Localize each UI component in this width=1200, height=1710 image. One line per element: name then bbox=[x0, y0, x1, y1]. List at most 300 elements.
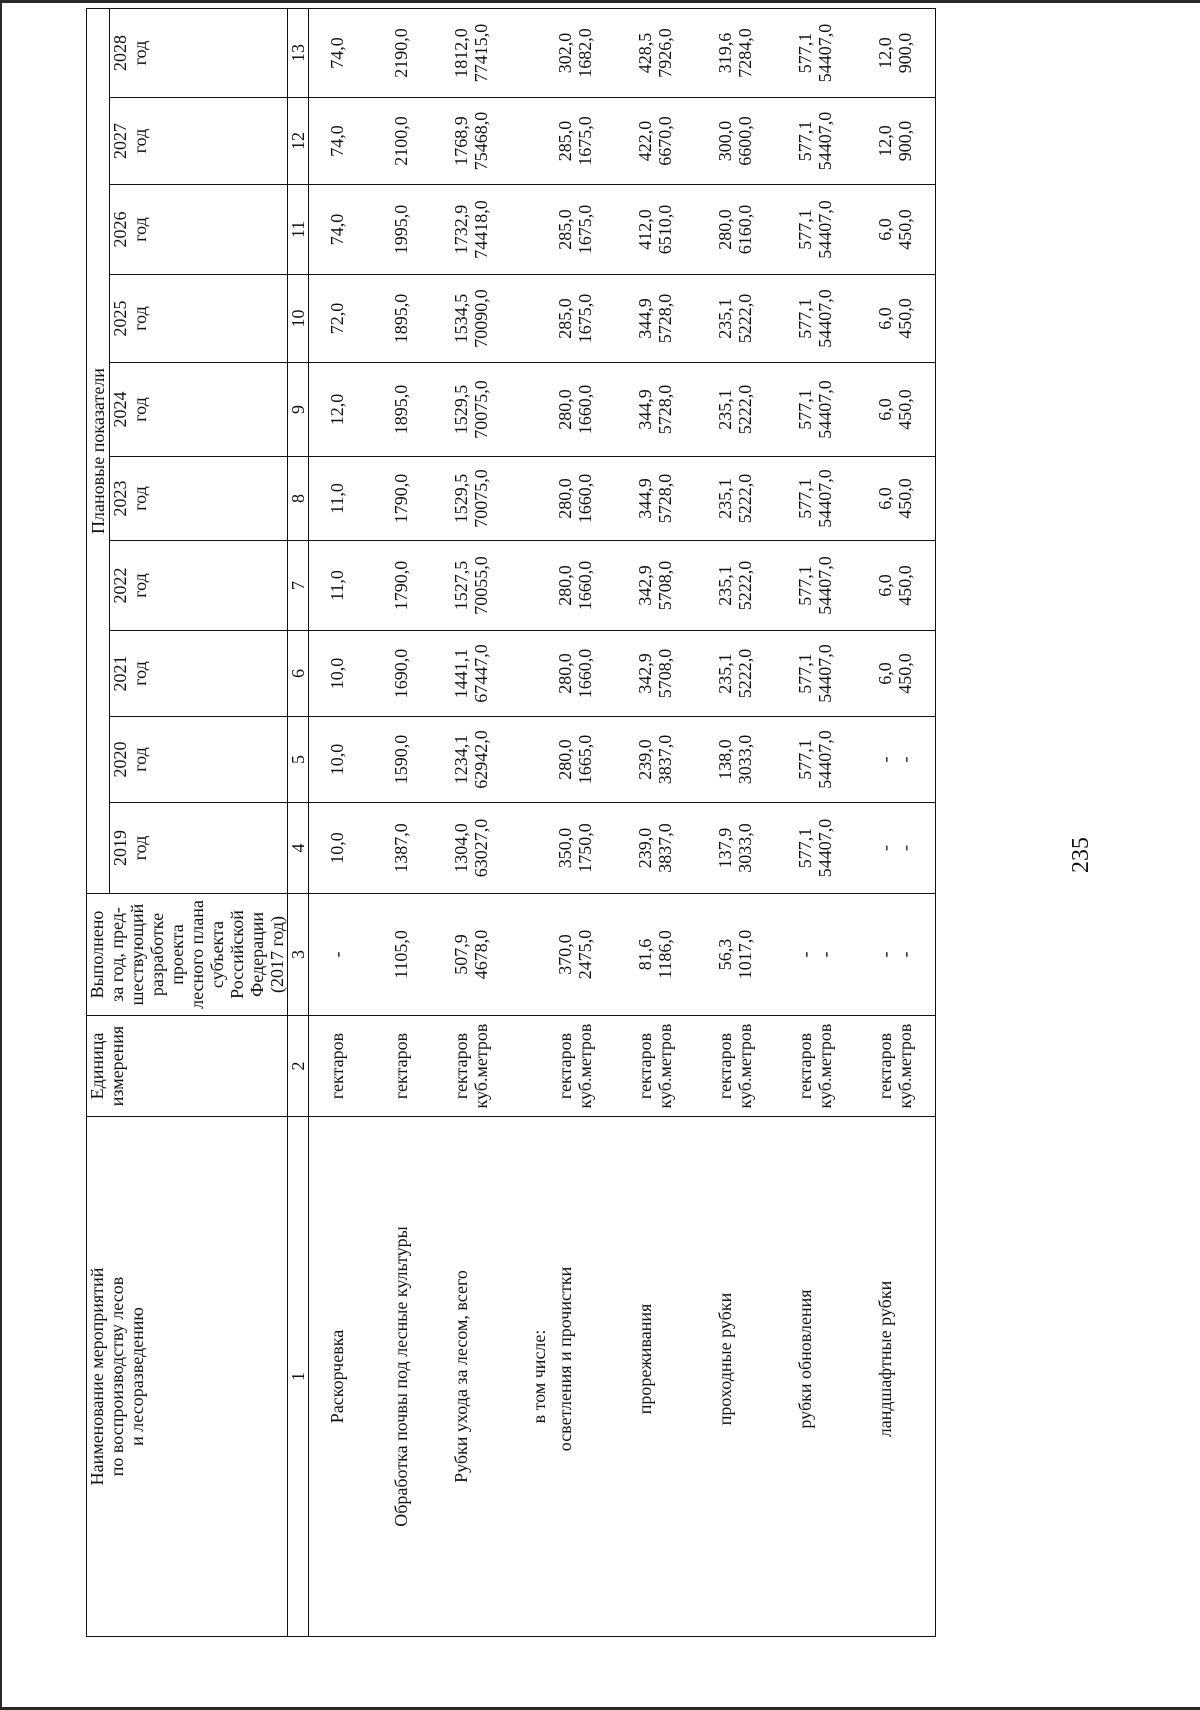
value-cell bbox=[447, 98, 527, 185]
value-cell bbox=[871, 457, 936, 541]
value-cell-line: 75468,0 bbox=[471, 111, 491, 171]
value-cell-line: 235,1 bbox=[715, 478, 735, 519]
value-cell-line: - bbox=[895, 845, 915, 851]
col-number-8: 8 bbox=[288, 457, 309, 541]
value-cell bbox=[631, 185, 711, 275]
value-cell-line: 62942,0 bbox=[471, 730, 491, 789]
value-cell-line: 1660,0 bbox=[575, 648, 595, 699]
value-cell-line: 1529,5 bbox=[451, 384, 471, 435]
value-cell bbox=[551, 9, 631, 98]
value-cell-line: 70055,0 bbox=[471, 556, 491, 615]
unit-cell-line: гектаров bbox=[555, 1032, 575, 1100]
value-cell bbox=[551, 185, 631, 275]
value-cell-line: 1750,0 bbox=[575, 823, 595, 873]
value-cell-line: 450,0 bbox=[895, 209, 915, 250]
value-cell bbox=[309, 98, 388, 185]
value-cell bbox=[871, 98, 936, 185]
value-cell-line: 5222,0 bbox=[735, 648, 755, 699]
value-cell-line: 2190,0 bbox=[391, 28, 411, 78]
done-cell bbox=[447, 894, 527, 1016]
value-cell-line: 577,1 bbox=[795, 120, 815, 162]
value-cell-line: 280,0 bbox=[555, 478, 575, 519]
value-cell bbox=[387, 363, 447, 457]
unit-cell bbox=[447, 1016, 527, 1117]
value-cell-line: 1790,0 bbox=[391, 560, 411, 611]
value-cell bbox=[711, 717, 791, 803]
value-cell-line: 285,0 bbox=[555, 120, 575, 162]
value-cell bbox=[527, 717, 551, 803]
value-cell bbox=[387, 717, 447, 803]
value-cell-line: 450,0 bbox=[895, 565, 915, 606]
value-cell-line: 900,0 bbox=[895, 32, 915, 74]
value-cell bbox=[527, 631, 551, 717]
value-cell bbox=[387, 457, 447, 541]
value-cell bbox=[791, 803, 871, 894]
done-cell bbox=[551, 894, 631, 1016]
row-name: осветления и прочистки bbox=[551, 1117, 631, 1637]
value-cell-line: 300,0 bbox=[715, 120, 735, 162]
value-cell-line: 6,0 bbox=[875, 574, 895, 597]
value-cell bbox=[791, 9, 871, 98]
value-cell-line: 350,0 bbox=[555, 827, 575, 869]
value-cell-line: 319,6 bbox=[715, 32, 735, 74]
value-cell bbox=[387, 98, 447, 185]
row-name: проходные рубки bbox=[711, 1117, 791, 1637]
value-cell bbox=[309, 541, 388, 631]
value-cell-line: 1812,0 bbox=[451, 28, 471, 78]
value-cell bbox=[447, 541, 527, 631]
value-cell-line: 280,0 bbox=[555, 653, 575, 694]
row-name: в том числе: bbox=[527, 1117, 551, 1637]
value-cell bbox=[791, 98, 871, 185]
value-cell-line: 70090,0 bbox=[471, 289, 491, 348]
unit-cell-line: куб.метров bbox=[655, 1023, 675, 1109]
value-cell bbox=[871, 275, 936, 363]
value-cell bbox=[309, 803, 388, 894]
value-cell bbox=[631, 631, 711, 717]
forest-measures-table bbox=[86, 8, 936, 1637]
value-cell-line: 450,0 bbox=[895, 478, 915, 519]
value-cell bbox=[447, 275, 527, 363]
value-cell-line: 70075,0 bbox=[471, 469, 491, 528]
value-cell-line: 577,1 bbox=[795, 739, 815, 780]
unit-cell-line: куб.метров bbox=[575, 1023, 595, 1109]
unit-cell bbox=[791, 1016, 871, 1117]
year-header-2020: 2020 год bbox=[110, 717, 288, 803]
value-cell bbox=[791, 457, 871, 541]
value-cell-line: 5728,0 bbox=[655, 293, 675, 344]
value-cell-line: 577,1 bbox=[795, 298, 815, 339]
value-cell bbox=[711, 9, 791, 98]
row-name: прореживания bbox=[631, 1117, 711, 1637]
done-cell-line: - bbox=[895, 951, 915, 958]
value-cell-line: 5222,0 bbox=[735, 293, 755, 344]
value-cell bbox=[447, 457, 527, 541]
value-cell-line: 6510,0 bbox=[655, 204, 675, 255]
value-cell-line: 239,0 bbox=[635, 739, 655, 780]
table-body bbox=[309, 9, 936, 1637]
value-cell-line: 12,0 bbox=[875, 125, 895, 157]
value-cell bbox=[871, 717, 936, 803]
year-header-2021: 2021 год bbox=[110, 631, 288, 717]
value-cell bbox=[447, 363, 527, 457]
done-cell-line: 4678,0 bbox=[471, 929, 491, 980]
value-cell bbox=[871, 631, 936, 717]
value-cell bbox=[309, 275, 388, 363]
value-cell bbox=[631, 9, 711, 98]
value-cell-line: 1732,9 bbox=[451, 204, 471, 255]
value-cell bbox=[711, 803, 791, 894]
value-cell-line: 11,0 bbox=[327, 570, 347, 601]
value-cell bbox=[711, 631, 791, 717]
value-cell bbox=[527, 541, 551, 631]
name-column-header: Наименование мероприятий по воспроизводству лесов и лесоразведению bbox=[87, 1117, 288, 1637]
table-row bbox=[551, 9, 631, 1637]
value-cell bbox=[309, 185, 388, 275]
value-cell-line: 74,0 bbox=[327, 125, 347, 157]
table-row bbox=[527, 9, 551, 1637]
row-name: Раскорчевка bbox=[309, 1117, 388, 1637]
done-cell-line: 1017,0 bbox=[735, 929, 755, 980]
unit-cell-line: куб.метров bbox=[815, 1023, 835, 1109]
year-header-2019: 2019 год bbox=[110, 803, 288, 894]
value-cell bbox=[631, 275, 711, 363]
value-cell-line: 344,9 bbox=[635, 389, 655, 430]
done-cell-line: 370,0 bbox=[555, 934, 575, 975]
year-header-2024: 2024 год bbox=[110, 363, 288, 457]
done-cell-line: 56,3 bbox=[715, 938, 735, 971]
value-cell-line: 54407,0 bbox=[815, 380, 835, 439]
value-cell-line: 54407,0 bbox=[815, 200, 835, 259]
value-cell-line: 344,9 bbox=[635, 298, 655, 339]
done-cell-line: - bbox=[815, 951, 835, 958]
value-cell-line: 239,0 bbox=[635, 827, 655, 869]
done-cell-line: - bbox=[795, 951, 815, 958]
table-row bbox=[631, 9, 711, 1637]
value-cell bbox=[711, 457, 791, 541]
value-cell bbox=[309, 9, 388, 98]
plan-group-header: Плановые показатели bbox=[87, 9, 110, 894]
col-number-1: 1 bbox=[288, 1117, 309, 1637]
value-cell-line: 137,9 bbox=[715, 827, 735, 869]
value-cell-line: 54407,0 bbox=[815, 23, 835, 83]
value-cell-line: 302,0 bbox=[555, 32, 575, 74]
value-cell-line: 7926,0 bbox=[655, 28, 675, 78]
value-cell-line: 450,0 bbox=[895, 389, 915, 430]
col-number-13: 13 bbox=[288, 9, 309, 98]
value-cell bbox=[711, 541, 791, 631]
unit-cell bbox=[631, 1016, 711, 1117]
value-cell-line: 6,0 bbox=[875, 487, 895, 510]
value-cell-line: 10,0 bbox=[327, 743, 347, 776]
value-cell-line: 12,0 bbox=[327, 393, 347, 426]
value-cell-line: 5728,0 bbox=[655, 473, 675, 524]
value-cell bbox=[871, 9, 936, 98]
year-header-2028: 2028 год bbox=[110, 9, 288, 98]
value-cell bbox=[527, 803, 551, 894]
value-cell-line: 3837,0 bbox=[655, 734, 675, 785]
value-cell-line: 7284,0 bbox=[735, 28, 755, 78]
value-cell bbox=[551, 631, 631, 717]
value-cell bbox=[527, 457, 551, 541]
done-cell-line: 1186,0 bbox=[655, 930, 675, 979]
value-cell-line: 54407,0 bbox=[815, 644, 835, 703]
year-header-2026: 2026 год bbox=[110, 185, 288, 275]
value-cell-line: 6,0 bbox=[875, 398, 895, 421]
value-cell bbox=[631, 98, 711, 185]
value-cell-line: 577,1 bbox=[795, 827, 815, 869]
value-cell-line: 3033,0 bbox=[735, 823, 755, 873]
value-cell bbox=[387, 185, 447, 275]
value-cell bbox=[447, 803, 527, 894]
table-row bbox=[711, 9, 791, 1637]
done-cell-line: 1105,0 bbox=[391, 930, 411, 979]
value-cell-line: 77415,0 bbox=[471, 23, 491, 83]
page-number: 235 bbox=[1068, 837, 1094, 873]
value-cell-line: 1675,0 bbox=[575, 116, 595, 166]
value-cell-line: 72,0 bbox=[327, 302, 347, 335]
value-cell-line: 6670,0 bbox=[655, 116, 675, 166]
value-cell bbox=[711, 363, 791, 457]
table-row bbox=[791, 9, 871, 1637]
value-cell-line: 1534,5 bbox=[451, 293, 471, 344]
value-cell-line: 1660,0 bbox=[575, 473, 595, 524]
value-cell-line: 235,1 bbox=[715, 298, 735, 339]
value-cell-line: 12,0 bbox=[875, 37, 895, 69]
year-header-2027: 2027 год bbox=[110, 98, 288, 185]
value-cell-line: 1895,0 bbox=[391, 384, 411, 435]
col-number-9: 9 bbox=[288, 363, 309, 457]
value-cell bbox=[309, 631, 388, 717]
unit-cell-line: гектаров bbox=[635, 1032, 655, 1100]
done-cell bbox=[631, 894, 711, 1016]
value-cell-line: 54407,0 bbox=[815, 469, 835, 528]
col-number-2: 2 bbox=[288, 1016, 309, 1117]
value-cell-line: 1675,0 bbox=[575, 204, 595, 255]
value-cell-line: 5222,0 bbox=[735, 560, 755, 611]
value-cell-line: 54407,0 bbox=[815, 818, 835, 878]
value-cell-line: 280,0 bbox=[555, 565, 575, 606]
value-cell-line: 5728,0 bbox=[655, 384, 675, 435]
value-cell-line: 1304,0 bbox=[451, 823, 471, 873]
value-cell-line: 577,1 bbox=[795, 565, 815, 606]
col-number-12: 12 bbox=[288, 98, 309, 185]
value-cell-line: 1665,0 bbox=[575, 734, 595, 785]
value-cell-line: 11,0 bbox=[327, 483, 347, 514]
done-cell-line: 81,6 bbox=[635, 938, 655, 971]
value-cell-line: 342,9 bbox=[635, 565, 655, 606]
value-cell-line: 428,5 bbox=[635, 32, 655, 74]
value-cell-line: 1895,0 bbox=[391, 293, 411, 344]
value-cell-line: 450,0 bbox=[895, 653, 915, 694]
value-cell-line: 54407,0 bbox=[815, 289, 835, 348]
value-cell bbox=[711, 185, 791, 275]
unit-cell bbox=[387, 1016, 447, 1117]
value-cell bbox=[791, 275, 871, 363]
table-row bbox=[871, 9, 936, 1637]
value-cell bbox=[871, 185, 936, 275]
value-cell bbox=[791, 363, 871, 457]
row-name: Обработка почвы под лесные культуры bbox=[387, 1117, 447, 1637]
col-number-3: 3 bbox=[288, 894, 309, 1016]
value-cell bbox=[551, 363, 631, 457]
table-row bbox=[447, 9, 527, 1637]
value-cell bbox=[447, 9, 527, 98]
col-number-10: 10 bbox=[288, 275, 309, 363]
done-cell-line: 2475,0 bbox=[575, 929, 595, 980]
value-cell-line: 412,0 bbox=[635, 209, 655, 250]
done-cell-line: 507,9 bbox=[451, 934, 471, 975]
value-cell bbox=[791, 185, 871, 275]
done-cell bbox=[309, 894, 388, 1016]
value-cell bbox=[551, 98, 631, 185]
unit-cell bbox=[871, 1016, 936, 1117]
value-cell-line: 3837,0 bbox=[655, 823, 675, 873]
value-cell-line: - bbox=[875, 845, 895, 851]
year-header-2022: 2022 год bbox=[110, 541, 288, 631]
table-row bbox=[309, 9, 388, 1637]
value-cell bbox=[387, 541, 447, 631]
value-cell bbox=[527, 9, 551, 98]
row-name: ландшафтные рубки bbox=[871, 1117, 936, 1637]
year-header-2023: 2023 год bbox=[110, 457, 288, 541]
value-cell-line: 74,0 bbox=[327, 213, 347, 246]
unit-cell bbox=[309, 1016, 388, 1117]
value-cell bbox=[309, 457, 388, 541]
value-cell-line: 577,1 bbox=[795, 478, 815, 519]
value-cell-line: 900,0 bbox=[895, 120, 915, 162]
value-cell-line: 577,1 bbox=[795, 209, 815, 250]
value-cell-line: 577,1 bbox=[795, 653, 815, 694]
value-cell-line: 285,0 bbox=[555, 209, 575, 250]
unit-cell-line: гектаров bbox=[327, 1032, 347, 1100]
value-cell-line: 342,9 bbox=[635, 653, 655, 694]
value-cell-line: 577,1 bbox=[795, 389, 815, 430]
value-cell-line: 1660,0 bbox=[575, 560, 595, 611]
col-number-4: 4 bbox=[288, 803, 309, 894]
value-cell bbox=[631, 363, 711, 457]
unit-cell-line: гектаров bbox=[451, 1032, 471, 1100]
row-name: рубки обновления bbox=[791, 1117, 871, 1637]
col-number-11: 11 bbox=[288, 185, 309, 275]
value-cell bbox=[527, 275, 551, 363]
unit-cell-line: гектаров bbox=[875, 1032, 895, 1100]
value-cell-line: 1660,0 bbox=[575, 384, 595, 435]
value-cell-line: 1529,5 bbox=[451, 473, 471, 524]
value-cell-line: 5222,0 bbox=[735, 384, 755, 435]
done-cell bbox=[387, 894, 447, 1016]
value-cell bbox=[527, 185, 551, 275]
value-cell-line: 235,1 bbox=[715, 389, 735, 430]
value-cell-line: 280,0 bbox=[555, 389, 575, 430]
value-cell-line: 1690,0 bbox=[391, 648, 411, 699]
year-header-2025: 2025 год bbox=[110, 275, 288, 363]
unit-cell-line: куб.метров bbox=[735, 1023, 755, 1109]
value-cell-line: 74,0 bbox=[327, 37, 347, 69]
value-cell bbox=[387, 275, 447, 363]
done-column-header: Выполнено за год, пред- шествующий разработке проекта лесного плана субъекта Российской Федерации (2017 год) bbox=[87, 894, 288, 1016]
value-cell bbox=[551, 717, 631, 803]
value-cell-line: 280,0 bbox=[555, 739, 575, 780]
col-number-5: 5 bbox=[288, 717, 309, 803]
value-cell bbox=[551, 457, 631, 541]
value-cell bbox=[791, 717, 871, 803]
value-cell-line: 1790,0 bbox=[391, 473, 411, 524]
value-cell bbox=[387, 631, 447, 717]
unit-cell-line: гектаров bbox=[715, 1032, 735, 1100]
value-cell bbox=[711, 275, 791, 363]
value-cell-line: 54407,0 bbox=[815, 556, 835, 615]
value-cell bbox=[447, 631, 527, 717]
value-cell bbox=[871, 541, 936, 631]
value-cell-line: 6160,0 bbox=[735, 204, 755, 255]
value-cell-line: 6600,0 bbox=[735, 116, 755, 166]
done-cell-line: - bbox=[327, 951, 347, 958]
done-cell-line: - bbox=[875, 951, 895, 958]
value-cell bbox=[631, 803, 711, 894]
value-cell bbox=[871, 803, 936, 894]
value-cell-line: 5708,0 bbox=[655, 648, 675, 699]
value-cell-line: 1675,0 bbox=[575, 293, 595, 344]
unit-cell bbox=[527, 1016, 551, 1117]
table-row bbox=[387, 9, 447, 1637]
value-cell-line: 54407,0 bbox=[815, 111, 835, 171]
col-number-7: 7 bbox=[288, 541, 309, 631]
value-cell bbox=[309, 717, 388, 803]
unit-cell bbox=[711, 1016, 791, 1117]
unit-column-header: Единица измерения bbox=[87, 1016, 288, 1117]
row-name: Рубки ухода за лесом, всего bbox=[447, 1117, 527, 1637]
done-cell bbox=[791, 894, 871, 1016]
value-cell-line: 1682,0 bbox=[575, 28, 595, 78]
value-cell-line: 138,0 bbox=[715, 739, 735, 780]
unit-cell-line: куб.метров bbox=[895, 1023, 915, 1109]
value-cell-line: - bbox=[875, 756, 895, 763]
value-cell bbox=[711, 98, 791, 185]
value-cell bbox=[447, 185, 527, 275]
value-cell-line: 2100,0 bbox=[391, 116, 411, 166]
value-cell-line: 6,0 bbox=[875, 662, 895, 685]
value-cell-line: 1387,0 bbox=[391, 823, 411, 873]
value-cell-line: 280,0 bbox=[715, 209, 735, 250]
value-cell-line: 235,1 bbox=[715, 565, 735, 606]
value-cell-line: 344,9 bbox=[635, 478, 655, 519]
value-cell bbox=[871, 363, 936, 457]
value-cell-line: 1995,0 bbox=[391, 204, 411, 255]
value-cell-line: 74418,0 bbox=[471, 200, 491, 259]
value-cell-line: 10,0 bbox=[327, 832, 347, 864]
value-cell-line: 285,0 bbox=[555, 298, 575, 339]
unit-cell-line: гектаров bbox=[391, 1032, 411, 1100]
value-cell-line: 70075,0 bbox=[471, 380, 491, 439]
value-cell-line: 577,1 bbox=[795, 32, 815, 74]
value-cell bbox=[551, 275, 631, 363]
done-cell bbox=[527, 894, 551, 1016]
value-cell bbox=[527, 98, 551, 185]
value-cell bbox=[551, 541, 631, 631]
value-cell-line: 1441,1 bbox=[451, 648, 471, 699]
value-cell bbox=[309, 363, 388, 457]
value-cell bbox=[387, 9, 447, 98]
value-cell-line: 63027,0 bbox=[471, 818, 491, 878]
value-cell-line: 54407,0 bbox=[815, 730, 835, 789]
value-cell-line: 1527,5 bbox=[451, 560, 471, 611]
value-cell-line: 5222,0 bbox=[735, 473, 755, 524]
value-cell-line: 10,0 bbox=[327, 657, 347, 690]
col-number-6: 6 bbox=[288, 631, 309, 717]
done-cell bbox=[871, 894, 936, 1016]
value-cell-line: 6,0 bbox=[875, 307, 895, 330]
